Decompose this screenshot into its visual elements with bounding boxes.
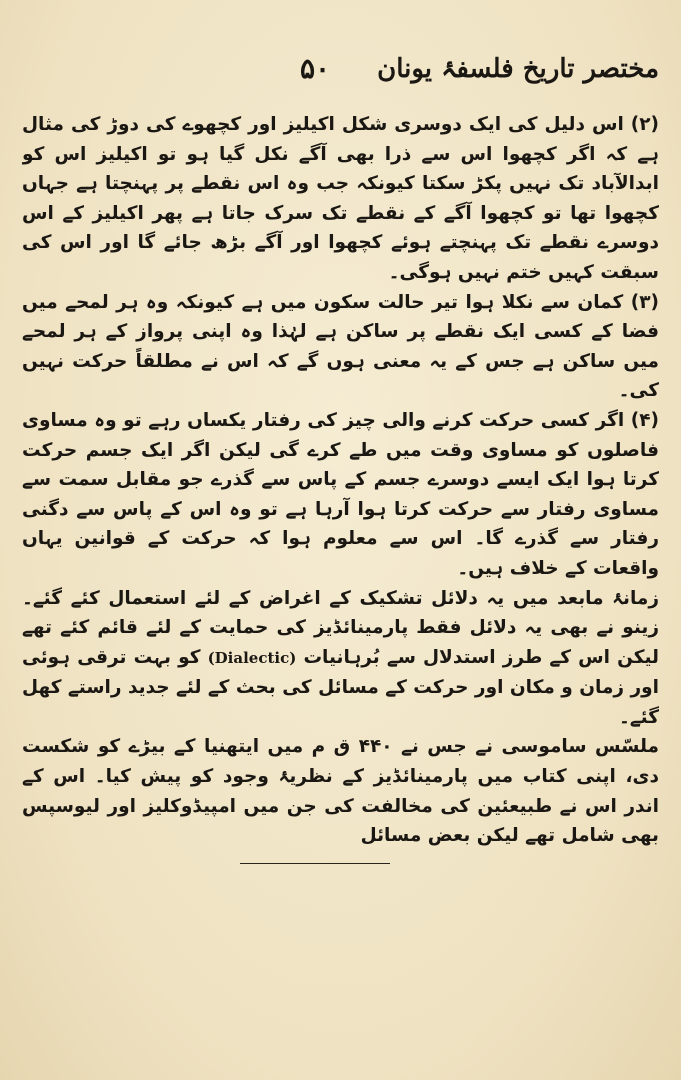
paragraph-melissus: ملسّس ساموسی نے جس نے ۴۴۰ ق م میں ایتھنیا کے بیڑے کو شکست دی، اپنی کتاب میں پارمینائڈیز کے نظریۂ وجود کو پیش کیا۔ اس کے اندر اس نے طبیعئین کی مخالفت کی جن میں امپیڈوکلیز اور لیوسپس بھی شامل تھے لیکن بعض مسائل [22,736,659,847]
dialectic-term: (Dialectic) [207,648,297,667]
running-title: مختصر تاریخ فلسفۂ یونان [377,54,659,84]
paragraph-4: (۴) اگر کسی حرکت کرنے والی چیز کی رفتار یکساں رہے تو وہ مساوی فاصلوں کو مساوی وقت میں طے کرے گی لیکن اگر ایک جسم حرکت کرتا ہوا ایک ایسے دوسرے جسم کے پاس سے گذرے جو مقابل سمت سے مساوی رفتار سے حرکت کرتا ہوا آرہا ہے تو وہ اس کے پاس سے دگنی رفتار سے گذرے گا۔ اس سے معلوم ہوا کہ حرکت کے قوانین یہاں واقعات کے خلاف ہیں۔ [22,409,659,579]
paragraph-later-use [22,584,659,733]
body-text [22,110,659,1040]
paragraph-2: (۲) اس دلیل کی ایک دوسری شکل اکیلیز اور کچھوے کی دوڑ کی مثال ہے کہ اگر کچھوا اس سے ذرا بھی آگے نکل گیا ہو تو اکیلیز اس کو ابدالآباد تک نہیں پکڑ سکتا کیونکہ جب وہ اس نقطے پر پہنچتا ہے جہاں کچھوا تھا تو کچھوا آگے کے نقطے تک سرک جاتا ہے پھر اکیلیز کے اس دوسرے نقطے تک پہنچتے ہوئے کچھوا اور آگے بڑھ جائے گا اور اس کی سبقت کہیں ختم نہیں ہوگی۔ [22,114,659,283]
paragraph-3: (۳) کمان سے نکلا ہوا تیر حالت سکون میں ہے کیونکہ وہ ہر لمحے میں فضا کے کسی ایک نقطے پر ساکن ہے لہٰذا وہ اپنی پرواز کے ہر لمحے میں ساکن ہے جس کے یہ معنی ہوں گے کہ اس نے مطلقاً حرکت نہیں کی۔ [22,291,659,402]
paragraph-later-use-text: زمانۂ مابعد میں یہ دلائل تشکیک کے اغراض کے لئے استعمال کئے گئے۔ زینو نے بھی یہ دلائل فقط پارمینائڈیز کی حمایت کے لئے قائم کئے تھے لیکن اس کے طرز استدلال سے بُرہانیات [22,587,659,668]
page-number: ۵۰ [300,52,331,85]
paragraph-later-use-cont: کو بہت ترقی ہوئی اور زمان و مکان اور حرکت کے مسائل کی بحث کے لئے جدید راستے کھل گئے۔ [22,646,659,728]
pencil-underline [240,863,390,864]
page-header [22,48,659,92]
